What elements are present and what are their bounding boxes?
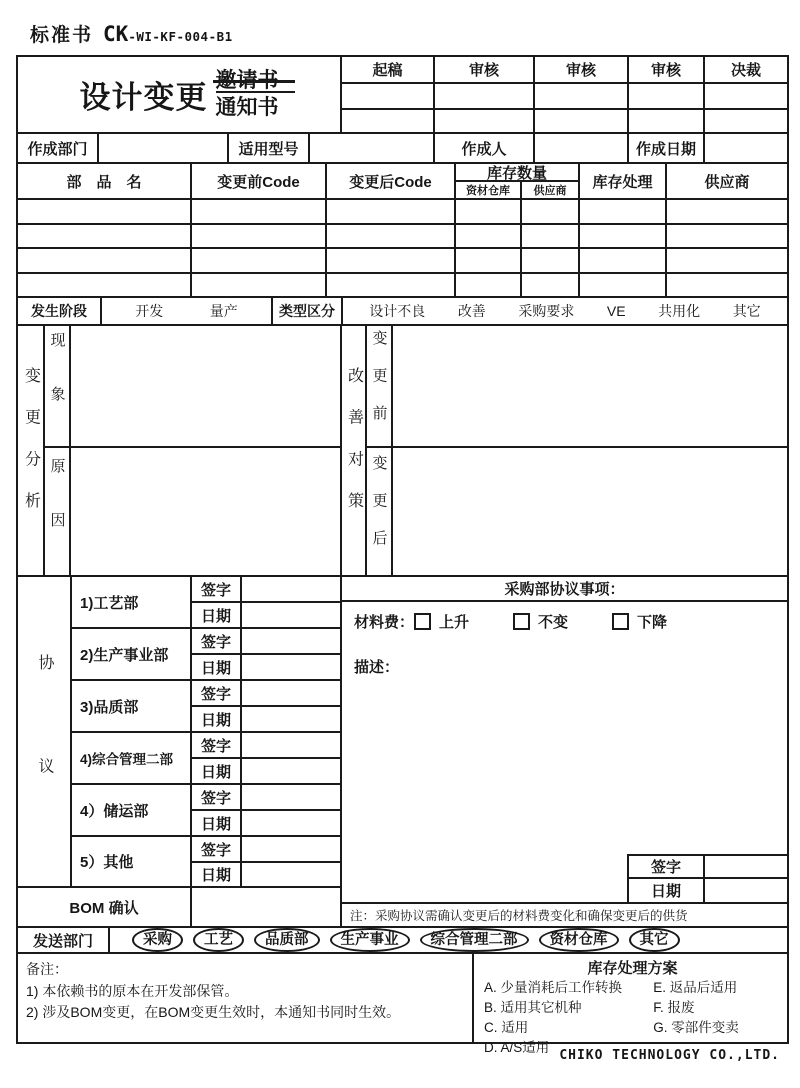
purchase-empty-area[interactable] xyxy=(342,854,629,904)
cause-label: 原因 xyxy=(45,448,71,577)
date-label: 日期 xyxy=(192,759,242,785)
date-value[interactable] xyxy=(242,707,342,733)
parts-cell[interactable] xyxy=(192,200,327,225)
stock-plan-item-a: A. 少量消耗后工作转换 xyxy=(484,980,623,995)
stock-plan-item-c: C. 适用 xyxy=(484,1019,529,1035)
approval-sign-cell[interactable] xyxy=(705,84,789,110)
approval-sign-cell[interactable] xyxy=(535,110,629,134)
approval-col-decision: 决裁 xyxy=(705,57,789,84)
date-value[interactable] xyxy=(242,603,342,629)
type-option-common[interactable]: 共用化 xyxy=(658,303,701,319)
material-option-down[interactable]: 下降 xyxy=(637,614,668,631)
parts-cell[interactable] xyxy=(456,200,522,225)
countermeasure-label: 改善对策 xyxy=(342,326,367,577)
purchase-section-title: 采购部协议事项： xyxy=(342,577,789,602)
analysis-label: 变更分析 xyxy=(18,326,45,577)
remarks-line-1: 1) 本依赖书的原本在开发部保管。 xyxy=(26,982,239,999)
approval-sign-cell[interactable] xyxy=(435,110,535,134)
parts-cell[interactable] xyxy=(580,249,667,274)
material-fee-label: 材料费： xyxy=(354,614,415,631)
parts-cell[interactable] xyxy=(192,274,327,298)
parts-cell[interactable] xyxy=(522,200,580,225)
parts-cell[interactable] xyxy=(327,225,456,249)
material-fee-row xyxy=(354,611,667,632)
sign-value[interactable] xyxy=(242,837,342,863)
purchase-note: 注：采购协议需确认变更后的材料费变化和确保变更后的供货 xyxy=(342,904,789,928)
parts-cell[interactable] xyxy=(327,274,456,298)
type-option-ve[interactable]: VE xyxy=(606,303,626,319)
sign-label: 签字 xyxy=(192,629,242,655)
doc-code-prefix: CK xyxy=(103,22,129,46)
agreement-dept-storage: 4）储运部 xyxy=(72,785,192,837)
stock-plan-item-b: B. 适用其它机种 xyxy=(484,999,582,1015)
phenomenon-label: 现象 xyxy=(45,326,71,448)
dispatch-oval-purchase[interactable]: 采购 xyxy=(132,928,183,952)
dispatch-oval-admin2[interactable]: 综合管理二部 xyxy=(420,928,529,952)
page-header xyxy=(30,20,233,47)
purchase-content xyxy=(342,602,789,854)
type-option-other[interactable]: 其它 xyxy=(732,303,761,319)
after-code-header: 变更后Code xyxy=(327,164,456,200)
doc-code-suffix: -WI-KF-004-B1 xyxy=(128,29,233,44)
parts-cell[interactable] xyxy=(327,200,456,225)
parts-cell[interactable] xyxy=(667,249,789,274)
standard-doc-label: 标准书 xyxy=(30,25,94,46)
checkbox-down-icon[interactable] xyxy=(612,613,629,630)
stage-option-dev[interactable]: 开发 xyxy=(135,303,164,319)
agreement-dept-craft: 1)工艺部 xyxy=(72,577,192,629)
agreement-dept-production: 2)生产事业部 xyxy=(72,629,192,681)
date-label: 日期 xyxy=(192,655,242,681)
stock-plan-block xyxy=(474,954,789,1055)
sign-value[interactable] xyxy=(242,785,342,811)
approval-sign-cell[interactable] xyxy=(629,84,705,110)
stock-warehouse-subheader: 资材仓库 xyxy=(456,182,522,200)
sign-label: 签字 xyxy=(192,577,242,603)
date-value[interactable] xyxy=(705,134,789,164)
agreement-dept-other: 5）其他 xyxy=(72,837,192,888)
parts-cell[interactable] xyxy=(667,274,789,298)
dispatch-label: 发送部门 xyxy=(18,928,110,954)
title-sub-word: 通知书 xyxy=(215,95,279,119)
purchase-date-label: 日期 xyxy=(629,879,705,904)
dispatch-oval-quality[interactable]: 品质部 xyxy=(254,928,320,952)
dispatch-oval-warehouse[interactable]: 资材仓库 xyxy=(539,928,619,952)
date-value[interactable] xyxy=(242,759,342,785)
date-label: 日期 xyxy=(192,603,242,629)
agreement-dept-quality: 3)品质部 xyxy=(72,681,192,733)
parts-cell[interactable] xyxy=(18,274,192,298)
approval-sign-cell[interactable] xyxy=(342,84,435,110)
stock-plan-item-g: G. 零部件变卖 xyxy=(653,1019,739,1035)
parts-cell[interactable] xyxy=(456,274,522,298)
purchase-sign-label: 签字 xyxy=(629,854,705,879)
approval-col-review1: 审核 xyxy=(435,57,535,84)
form-title: 设计变更 xyxy=(79,80,208,115)
parts-cell[interactable] xyxy=(192,225,327,249)
stock-qty-header: 库存数量 xyxy=(456,164,580,182)
parts-cell[interactable] xyxy=(522,274,580,298)
parts-cell[interactable] xyxy=(18,249,192,274)
bom-confirm-label: BOM 确认 xyxy=(18,888,192,928)
sign-value[interactable] xyxy=(242,681,342,707)
stock-plan-item-f: F. 报废 xyxy=(653,999,695,1015)
date-label: 作成日期 xyxy=(629,134,705,164)
stage-options xyxy=(102,298,273,326)
material-option-up[interactable]: 上升 xyxy=(439,614,470,631)
stage-option-mass[interactable]: 量产 xyxy=(209,303,238,319)
part-name-header: 部 品 名 xyxy=(18,164,192,200)
date-label: 日期 xyxy=(192,811,242,837)
purchase-date-value[interactable] xyxy=(705,879,789,904)
description-label: 描述： xyxy=(354,659,400,676)
model-value[interactable] xyxy=(310,134,435,164)
agreement-dept-admin2: 4)综合管理二部 xyxy=(72,733,192,785)
date-value[interactable] xyxy=(242,811,342,837)
date-label: 日期 xyxy=(192,707,242,733)
cause-content[interactable] xyxy=(71,448,342,577)
date-value[interactable] xyxy=(242,863,342,888)
before-code-header: 变更前Code xyxy=(192,164,327,200)
stock-plan-item-e: E. 返品后适用 xyxy=(653,980,738,995)
dispatch-oval-other[interactable]: 其它 xyxy=(629,928,680,952)
approval-col-draft: 起稿 xyxy=(342,57,435,84)
parts-cell[interactable] xyxy=(580,274,667,298)
date-value[interactable] xyxy=(242,655,342,681)
stock-supplier-subheader: 供应商 xyxy=(522,182,580,200)
dispatch-oval-production[interactable]: 生产事业 xyxy=(330,928,410,952)
approval-sign-cell[interactable] xyxy=(435,84,535,110)
stock-plan-title: 库存处理方案 xyxy=(587,960,678,977)
parts-cell[interactable] xyxy=(456,225,522,249)
purchase-sign-value[interactable] xyxy=(705,854,789,879)
remarks-label: 备注： xyxy=(26,961,68,977)
sign-value[interactable] xyxy=(242,629,342,655)
author-label: 作成人 xyxy=(435,134,535,164)
parts-cell[interactable] xyxy=(18,200,192,225)
parts-cell[interactable] xyxy=(18,225,192,249)
checkbox-up-icon[interactable] xyxy=(414,613,431,630)
stock-plan-col1 xyxy=(484,978,653,1058)
checkbox-same-icon[interactable] xyxy=(513,613,530,630)
parts-cell[interactable] xyxy=(456,249,522,274)
stock-plan-item-d: D. A/S适用 xyxy=(484,1039,550,1055)
dept-label: 作成部门 xyxy=(18,134,99,164)
sign-value[interactable] xyxy=(242,733,342,759)
approval-sign-cell[interactable] xyxy=(629,110,705,134)
after-change-label: 变更后 xyxy=(367,448,393,577)
sign-label: 签字 xyxy=(192,837,242,863)
remarks-block xyxy=(18,954,474,1044)
parts-cell[interactable] xyxy=(667,225,789,249)
type-option-improve[interactable]: 改善 xyxy=(457,303,486,319)
dept-value[interactable] xyxy=(99,134,229,164)
parts-cell[interactable] xyxy=(327,249,456,274)
dispatch-oval-craft[interactable]: 工艺 xyxy=(193,928,244,952)
sign-value[interactable] xyxy=(242,577,342,603)
type-option-purchase-req[interactable]: 采购要求 xyxy=(518,303,575,319)
model-label: 适用型号 xyxy=(229,134,310,164)
type-option-design-defect[interactable]: 设计不良 xyxy=(369,303,426,319)
dispatch-targets xyxy=(110,928,789,954)
sign-label: 签字 xyxy=(192,681,242,707)
approval-sign-cell[interactable] xyxy=(342,110,435,134)
parts-cell[interactable] xyxy=(580,225,667,249)
remarks-line-2: 2) 涉及BOM变更，在BOM变更生效时，本通知书同时生效。 xyxy=(26,1004,401,1021)
approval-sign-cell[interactable] xyxy=(705,110,789,134)
before-change-content[interactable] xyxy=(393,326,789,448)
before-change-label: 变更前 xyxy=(367,326,393,448)
parts-cell[interactable] xyxy=(192,249,327,274)
approval-sign-cell[interactable] xyxy=(535,84,629,110)
title-struck-word: 邀请书 xyxy=(216,68,279,94)
parts-cell[interactable] xyxy=(667,200,789,225)
design-change-form xyxy=(16,55,789,1055)
sign-label: 签字 xyxy=(192,785,242,811)
author-value[interactable] xyxy=(535,134,629,164)
approval-col-review3: 审核 xyxy=(629,57,705,84)
stock-handle-header: 库存处理 xyxy=(580,164,667,200)
date-label: 日期 xyxy=(192,863,242,888)
type-label: 类型区分 xyxy=(273,298,343,326)
stage-label: 发生阶段 xyxy=(18,298,102,326)
form-title-block xyxy=(18,57,342,134)
supplier-header: 供应商 xyxy=(667,164,789,200)
parts-cell[interactable] xyxy=(580,200,667,225)
company-footer: CHIKO TECHNOLOGY CO.,LTD. xyxy=(559,1048,780,1063)
sign-label: 签字 xyxy=(192,733,242,759)
bom-confirm-value[interactable] xyxy=(192,888,342,928)
phenomenon-content[interactable] xyxy=(71,326,342,448)
after-change-content[interactable] xyxy=(393,448,789,577)
material-option-same[interactable]: 不变 xyxy=(538,614,569,631)
type-options xyxy=(343,298,789,326)
parts-cell[interactable] xyxy=(522,225,580,249)
stock-plan-col2 xyxy=(653,978,781,1058)
parts-cell[interactable] xyxy=(522,249,580,274)
agreement-label: 协 议 xyxy=(18,577,72,888)
approval-col-review2: 审核 xyxy=(535,57,629,84)
